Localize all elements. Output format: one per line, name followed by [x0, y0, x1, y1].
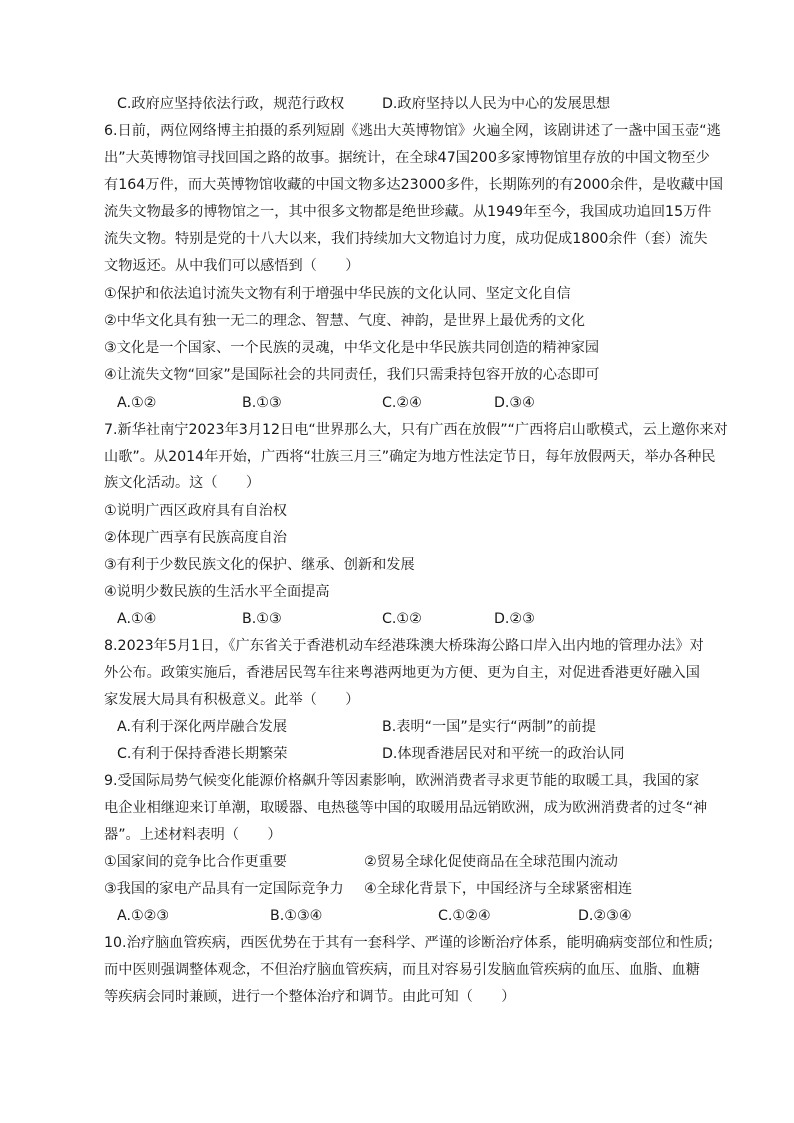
q10-stem-line: 等疾病会同时兼顾，进行一个整体治疗和调节。由此可知（ ）	[104, 989, 516, 1005]
q9-choice-d: D.②③④	[578, 908, 632, 924]
q7-stem-line: 7.新华社南宁2023年3月12日电“世界那么大，只有广西在放假”“广西将启山歌模式，云上邀你来对	[104, 422, 728, 438]
q8-choice-a: A.有利于深化两岸融合发展	[117, 719, 288, 735]
q9-choice-a: A.①②③	[117, 908, 170, 924]
q6-stem-line: 有164万件，而大英博物馆收藏的中国文物多达23000多件，长期陈列的有2000余件，是收藏中国	[104, 177, 724, 193]
q6-stem-line: 流失文物最多的博物馆之一，其中很多文物都是绝世珍藏。从1949年至今，我国成功追回15万件	[104, 204, 712, 220]
q8-stem-line: 外公布。政策实施后，香港居民驾车往来粤港两地更为方便、更为自主，对促进香港更好融入国	[104, 665, 700, 681]
q7-choice-d: D.②③	[494, 611, 535, 627]
q7-choice-b: B.①③	[242, 611, 282, 627]
q9-item: ②贸易全球化促使商品在全球范围内流动	[364, 854, 618, 870]
q9-item: ①国家间的竞争比合作更重要	[104, 854, 287, 870]
q9-stem-line: 电企业相继迎来订单潮，取暖器、电热毯等中国的取暖用品远销欧洲，成为欧洲消费者的过冬“神	[104, 800, 708, 816]
q7-item: ③有利于少数民族文化的保护、继承、创新和发展	[104, 557, 415, 573]
q9-stem-line: 9.受国际局势气候变化能源价格飙升等因素影响，欧洲消费者寻求更节能的取暖工具，我国的家	[104, 773, 700, 789]
q6-item: ②中华文化具有独一无二的理念、智慧、气度、神韵，是世界上最优秀的文化	[104, 313, 585, 329]
q9-item: ④全球化背景下，中国经济与全球紧密相连	[364, 881, 633, 897]
q8-choice-d: D.体现香港居民对和平统一的政治认同	[382, 746, 625, 762]
q8-choice-c: C.有利于保持香港长期繁荣	[117, 746, 288, 762]
q7-item: ④说明少数民族的生活水平全面提高	[104, 584, 330, 600]
q6-choice-d: D.③④	[494, 395, 535, 411]
q6-stem-line: 出”大英博物馆寻找回国之路的故事。据统计，在全球47国200多家博物馆里存放的中国文物至少	[104, 150, 710, 166]
q6-choice-a: A.①②	[117, 395, 157, 411]
q8-stem-line: 8.2023年5月1日，《广东省关于香港机动车经港珠澳大桥珠海公路口岸入出内地的管理办法》对	[104, 638, 704, 654]
q9-item: ③我国的家电产品具有一定国际竞争力	[104, 881, 344, 897]
q9-choice-b: B.①③④	[270, 908, 323, 924]
q6-item: ④让流失文物“回家”是国际社会的共同责任，我们只需秉持包容开放的心态即可	[104, 367, 600, 383]
q6-choice-c: C.②④	[382, 395, 422, 411]
q7-stem-line: 族文化活动。这（ ）	[104, 475, 261, 491]
q8-choice-b: B.表明“一国”是实行“两制”的前提	[382, 719, 596, 735]
q7-stem-line: 山歌”。从2014年开始，广西将“壮族三月三”确定为地方性法定节日，每年放假两天，举办各种民	[104, 449, 716, 465]
q6-stem-line: 流失文物。特别是党的十八大以来，我们持续加大文物追讨力度，成功促成1800余件（套）流失	[104, 231, 708, 247]
q5-option-c: C.政府应坚持依法行政，规范行政权	[117, 96, 345, 112]
q6-choice-b: B.①③	[242, 395, 282, 411]
q6-item: ①保护和依法追讨流失文物有利于增强中华民族的文化认同、坚定文化自信	[104, 286, 571, 302]
q10-stem-line: 而中医则强调整体观念，不但治疗脑血管疾病，而且对容易引发脑血管疾病的血压、血脂、血糖	[104, 962, 700, 978]
q6-stem-line: 6.日前，两位网络博主拍摄的系列短剧《逃出大英博物馆》火遍全网，该剧讲述了一盏中国玉壶“逃	[104, 123, 721, 139]
q10-stem-line: 10.治疗脑血管疾病，西医优势在于其有一套科学、严谨的诊断治疗体系，能明确病变部位和性质;	[104, 935, 714, 951]
q8-stem-line: 家发展大局具有积极意义。此举（ ）	[104, 692, 360, 708]
q7-choice-c: C.①②	[382, 611, 422, 627]
q9-choice-c: C.①②④	[438, 908, 491, 924]
q6-item: ③文化是一个国家、一个民族的灵魂，中华文化是中华民族共同创造的精神家园	[104, 340, 600, 356]
q7-item: ②体现广西享有民族高度自治	[104, 530, 287, 546]
q6-stem-line: 文物返还。从中我们可以感悟到（ ）	[104, 258, 360, 274]
q7-item: ①说明广西区政府具有自治权	[104, 503, 287, 519]
q7-choice-a: A.①④	[117, 611, 157, 627]
q5-option-d: D.政府坚持以人民为中心的发展思想	[382, 96, 611, 112]
q9-stem-line: 器”。上述材料表明（ ）	[104, 827, 282, 843]
